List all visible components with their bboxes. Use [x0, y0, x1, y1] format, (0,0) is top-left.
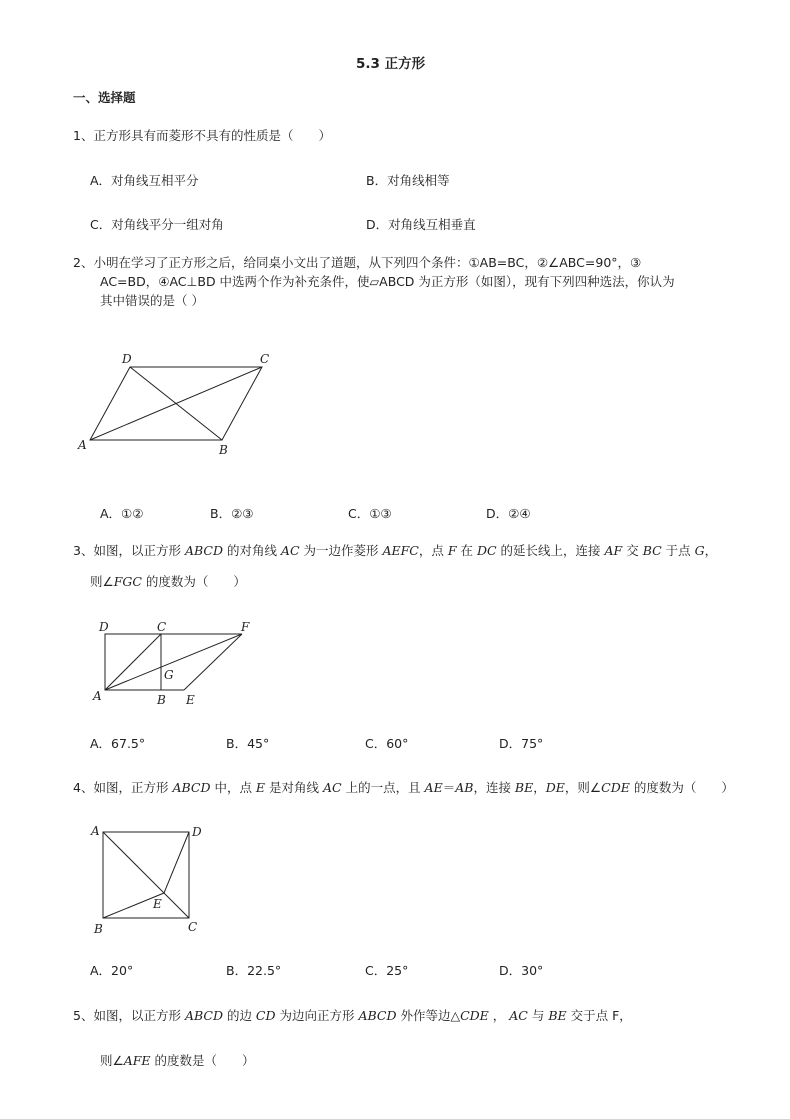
- q2-label-c: C: [260, 352, 270, 366]
- q3-label-f: F: [241, 620, 250, 634]
- q4-label-d: D: [192, 825, 202, 839]
- q2-label-d: D: [122, 352, 132, 366]
- q3-label-b: B: [157, 693, 166, 707]
- section-heading: 一、选择题: [73, 90, 136, 105]
- q2-option-d: D．②④: [486, 506, 531, 521]
- q3-option-a: A．67.5°: [90, 736, 146, 751]
- q3-rhombus-figure: [90, 618, 270, 710]
- q4-option-a: A．20°: [90, 963, 134, 978]
- q5-stem-line2: 则∠AFE 的度数是（ ）: [100, 1053, 255, 1068]
- q4-diagonal-ac: [103, 832, 189, 918]
- q4-option-d: D．30°: [499, 963, 544, 978]
- q4-segment-de: [164, 832, 189, 893]
- q4-option-b: B．22.5°: [226, 963, 282, 978]
- q2-diagonal-bd: [130, 367, 222, 440]
- q1-stem: 1、正方形具有而菱形不具有的性质是（ ）: [73, 128, 331, 143]
- q3-diagonal-ac: [105, 634, 161, 690]
- q3-stem-line1: 3、如图，以正方形 ABCD 的对角线 AC 为一边作菱形 AEFC，点 F 在 DC 的延长线上，连接 AF 交 BC 于点 G，: [73, 543, 718, 558]
- q3-label-d: D: [99, 620, 109, 634]
- q3-option-c: C．60°: [365, 736, 409, 751]
- q4-label-b: B: [94, 922, 103, 936]
- q3-label-c: C: [157, 620, 167, 634]
- q3-label-e: E: [186, 693, 195, 707]
- q2-parallelogram-figure: [70, 345, 280, 460]
- q4-option-c: C．25°: [365, 963, 409, 978]
- q2-option-b: B．②③: [210, 506, 254, 521]
- q2-stem-line2: AC=BD，④AC⊥BD 中选两个作为补充条件，使▱ABCD 为正方形（如图），现有下列四种选法，你认为: [100, 274, 675, 289]
- page-title: 5.3 正方形: [356, 56, 426, 72]
- q4-label-e: E: [153, 897, 162, 911]
- q3-option-d: D．75°: [499, 736, 544, 751]
- q3-option-b: B．45°: [226, 736, 270, 751]
- q1-option-b: B．对角线相等: [366, 173, 450, 188]
- q1-option-c: C．对角线平分一组对角: [90, 217, 224, 232]
- q3-stem-line2: 则∠FGC 的度数为（ ）: [90, 574, 246, 589]
- q4-stem: 4、如图，正方形 ABCD 中，点 E 是对角线 AC 上的一点，且 AE＝AB，连接 BE，DE，则∠CDE 的度数为（ ）: [73, 780, 734, 795]
- q2-stem-line1: 2、小明在学习了正方形之后，给同桌小文出了道题，从下列四个条件：①AB=BC，②∠ABC=90°，③: [73, 255, 642, 270]
- q3-label-a: A: [93, 689, 102, 703]
- q2-label-a: A: [78, 438, 87, 452]
- q1-option-d: D．对角线互相垂直: [366, 217, 476, 232]
- q5-stem-line1: 5、如图，以正方形 ABCD 的边 CD 为边向正方形 ABCD 外作等边△CDE ， AC 与 BE 交于点 F，: [73, 1008, 632, 1023]
- q3-segment-fe: [184, 634, 242, 690]
- q4-label-a: A: [91, 824, 100, 838]
- q2-stem-line3: 其中错误的是（ ）: [100, 293, 204, 308]
- q3-label-g: G: [164, 668, 174, 682]
- q4-label-c: C: [188, 920, 198, 934]
- q4-square-figure: [88, 822, 218, 942]
- q2-option-c: C．①③: [348, 506, 392, 521]
- q1-option-a: A．对角线互相平分: [90, 173, 199, 188]
- q2-label-b: B: [219, 443, 228, 457]
- q2-option-a: A．①②: [100, 506, 144, 521]
